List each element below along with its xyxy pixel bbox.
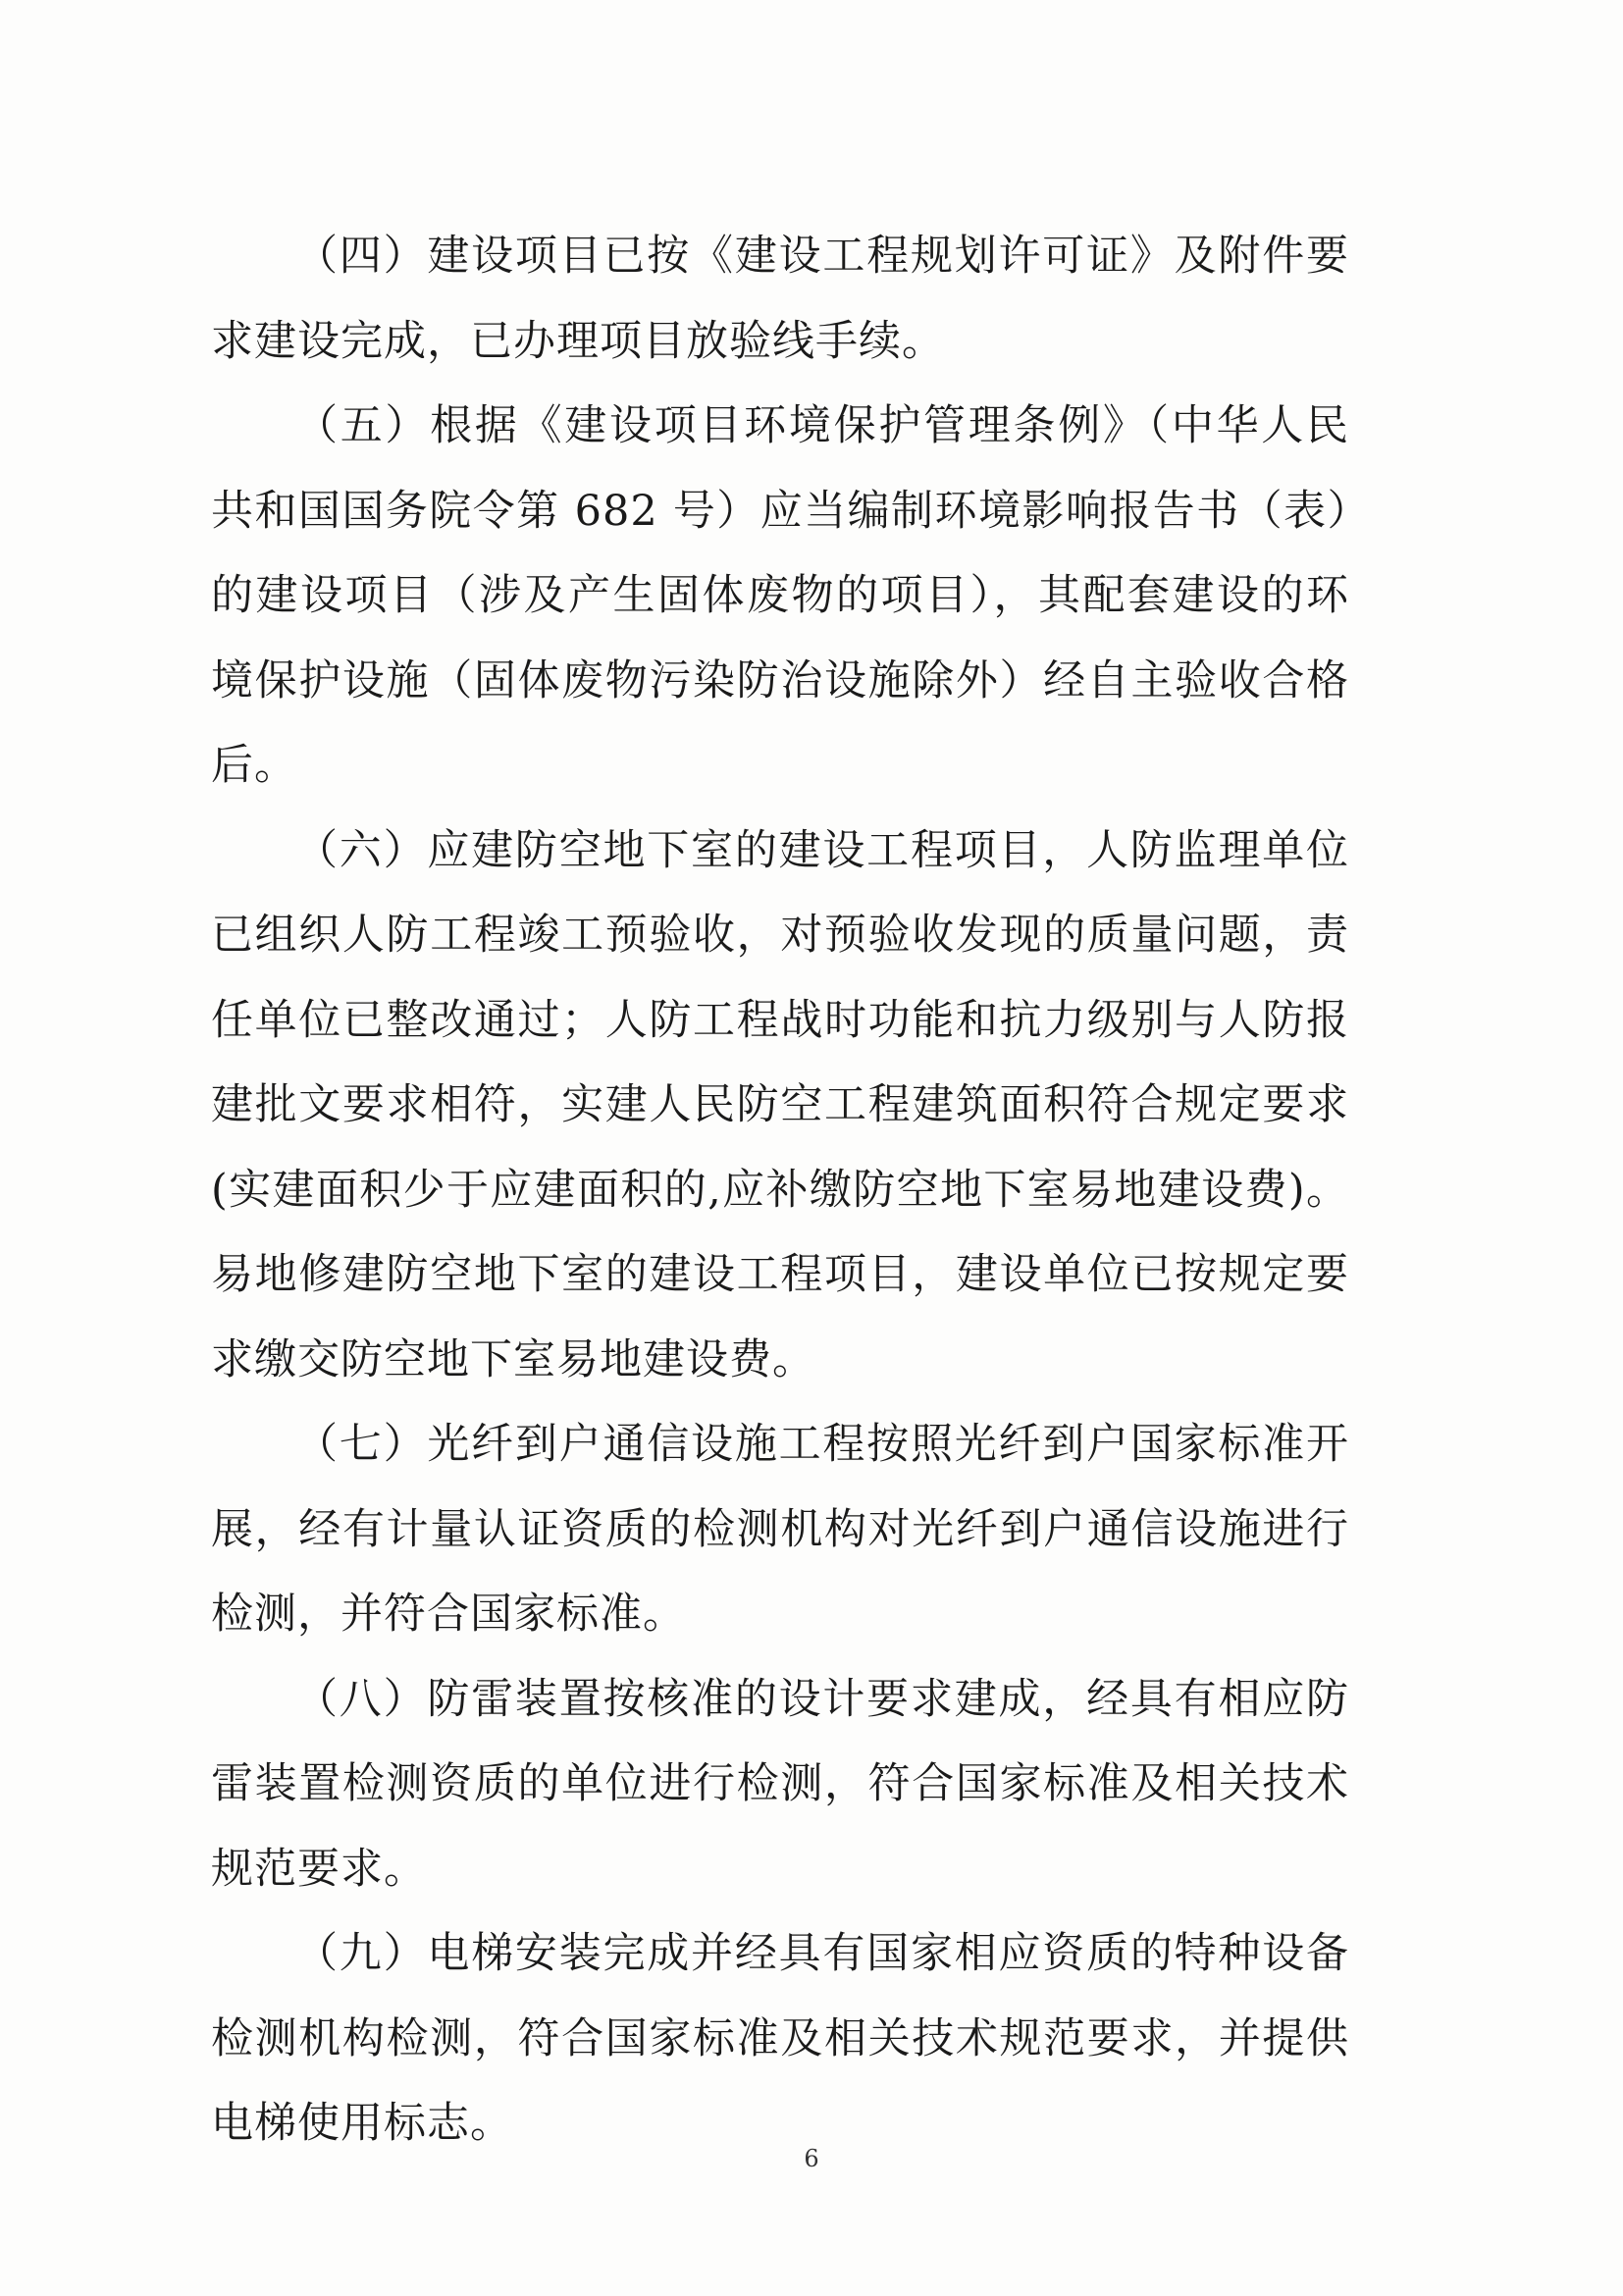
paragraph-6: （六）应建防空地下室的建设工程项目，人防监理单位已组织人防工程竣工预验收，对预验收发现的质量问题，责任单位已整改通过；人防工程战时功能和抗力级别与人防报建批文要求相符，实建人民防空工程建筑面积符合规定要求(实建面积少于应建面积的,应补缴防空地下室易地建设费)。易地修建防空地下室的建设工程项目，建设单位已按规定要求缴交防空地下室易地建设费。 bbox=[211, 825, 1349, 1384]
paragraph-7: （七）光纤到户通信设施工程按照光纤到户国家标准开展，经有计量认证资质的检测机构对光纤到户通信设施进行检测，并符合国家标准。 bbox=[211, 1420, 1349, 1639]
page-number: 6 bbox=[804, 2145, 819, 2172]
document-body bbox=[211, 214, 1349, 2166]
paragraph-8: （八）防雷装置按核准的设计要求建成，经具有相应防雷装置检测资质的单位进行检测，符合国家标准及相关技术规范要求。 bbox=[211, 1674, 1349, 1894]
paragraph-5: （五）根据《建设项目环境保护管理条例》（中华人民共和国国务院令第 682 号）应当编制环境影响报告书（表）的建设项目（涉及产生固体废物的项目），其配套建设的环境保护设施（固体废物污染防治设施除外）经自主验收合格后。 bbox=[211, 401, 1349, 790]
paragraph-9: （九）电梯安装完成并经具有国家相应资质的特种设备检测机构检测，符合国家标准及相关技术规范要求，并提供电梯使用标志。 bbox=[211, 1929, 1349, 2148]
paragraph-4: （四）建设项目已按《建设工程规划许可证》及附件要求建设完成，已办理项目放验线手续。 bbox=[211, 232, 1349, 366]
